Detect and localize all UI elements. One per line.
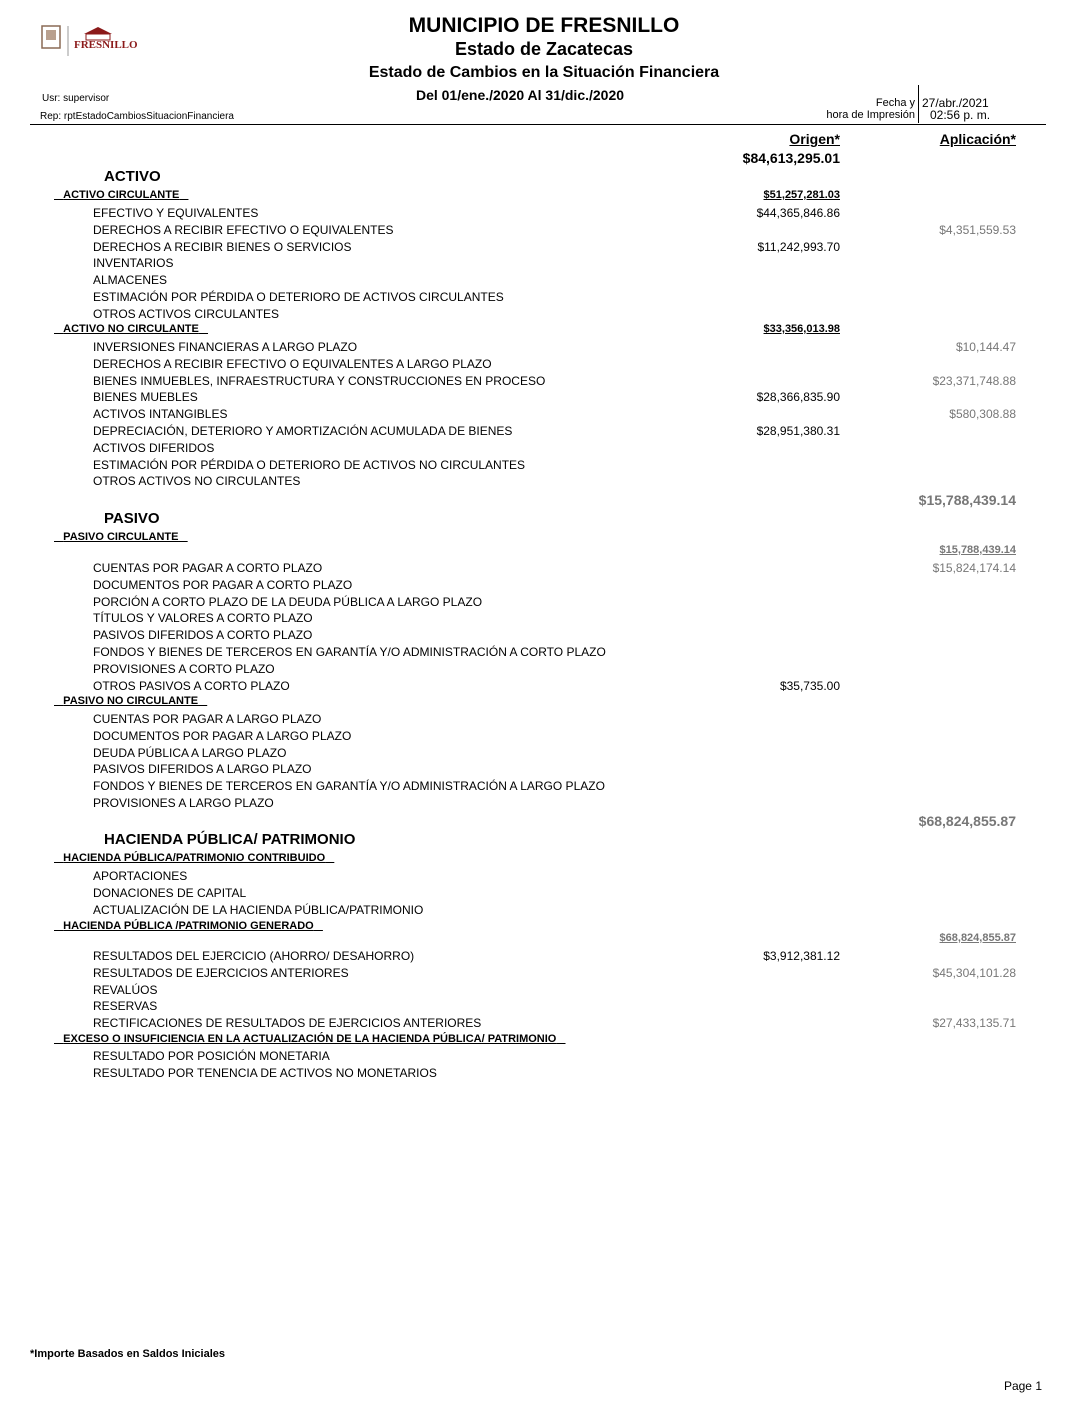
row-label: FONDOS Y BIENES DE TERCEROS EN GARANTÍA Y/O ADMINISTRACIÓN A LARGO PLAZO: [93, 779, 605, 794]
row-label: RECTIFICACIONES DE RESULTADOS DE EJERCICIOS ANTERIORES: [93, 1016, 482, 1031]
page-number: Page 1: [1003, 1379, 1042, 1393]
subsection-activo-circulante: ACTIVO CIRCULANTE: [63, 189, 180, 201]
row-label: ACTUALIZACIÓN DE LA HACIENDA PÚBLICA/PATRIMONIO: [93, 902, 424, 917]
row-label: DEUDA PÚBLICA A LARGO PLAZO: [93, 745, 287, 760]
page-title: MUNICIPIO DE FRESNILLO: [408, 14, 680, 37]
row-label: OTROS ACTIVOS NO CIRCULANTES: [93, 474, 301, 489]
header-divider: [918, 85, 919, 123]
row-label: ESTIMACIÓN POR PÉRDIDA O DETERIORO DE ACTIVOS CIRCULANTES: [93, 290, 504, 304]
row-label: DERECHOS A RECIBIR EFECTIVO O EQUIVALENTES A LARGO PLAZO: [93, 356, 492, 371]
row-aplicacion-amount: $580,308.88: [949, 407, 1016, 422]
row-label: ESTIMACIÓN POR PÉRDIDA O DETERIORO DE ACTIVOS NO CIRCULANTES: [93, 457, 526, 472]
row-label: RESULTADO POR TENENCIA DE ACTIVOS NO MONETARIOS: [93, 1065, 437, 1080]
row-label: RESULTADOS DEL EJERCICIO (AHORRO/ DESAHORRO): [93, 949, 415, 963]
row-label: INVERSIONES FINANCIERAS A LARGO PLAZO: [93, 340, 358, 354]
column-aplicacion: Aplicación*: [939, 131, 1016, 147]
row-aplicacion-amount: $4,351,559.53: [939, 222, 1016, 237]
row-label: EFECTIVO Y EQUIVALENTES: [93, 206, 259, 220]
row-label: DOCUMENTOS POR PAGAR A CORTO PLAZO: [93, 577, 353, 592]
report-title: Estado de Cambios en la Situación Financiera: [368, 64, 720, 81]
row-label: CUENTAS POR PAGAR A LARGO PLAZO: [93, 712, 322, 726]
pasivo-total-aplicacion: $15,788,439.14: [918, 492, 1016, 508]
report-id: Rep: rptEstadoCambiosSituacionFinanciera: [40, 111, 234, 122]
section-pasivo: PASIVO: [104, 510, 160, 527]
row-label: DOCUMENTOS POR PAGAR A LARGO PLAZO: [93, 728, 352, 743]
row-label: DONACIONES DE CAPITAL: [93, 885, 247, 900]
row-label: DEPRECIACIÓN, DETERIORO Y AMORTIZACIÓN ACUMULADA DE BIENES: [93, 424, 513, 438]
row-label: DERECHOS A RECIBIR EFECTIVO O EQUIVALENTES: [93, 222, 394, 237]
footer-note: *Importe Basados en Saldos Iniciales: [30, 1348, 226, 1360]
hacienda-generado-total: $68,824,855.87: [939, 932, 1016, 944]
row-label: BIENES MUEBLES: [93, 390, 198, 405]
row-label: TÍTULOS Y VALORES A CORTO PLAZO: [93, 611, 313, 626]
row-label: CUENTAS POR PAGAR A CORTO PLAZO: [93, 561, 323, 575]
user-label: Usr: supervisor: [42, 93, 110, 104]
row-label: BIENES INMUEBLES, INFRAESTRUCTURA Y CONSTRUCCIONES EN PROCESO: [93, 373, 546, 388]
activo-total-origen: $84,613,295.01: [742, 150, 840, 166]
row-label: PORCIÓN A CORTO PLAZO DE LA DEUDA PÚBLICA A LARGO PLAZO: [93, 594, 483, 609]
row-aplicacion-amount: $23,371,748.88: [932, 373, 1016, 388]
row-label: REVALÚOS: [93, 982, 158, 997]
row-label: ALMACENES: [93, 273, 168, 288]
row-label: DERECHOS A RECIBIR BIENES O SERVICIOS: [93, 239, 352, 254]
hacienda-total-aplicacion: $68,824,855.87: [918, 813, 1016, 829]
row-label: OTROS PASIVOS A CORTO PLAZO: [93, 678, 290, 693]
hora-value: 02:56 p. m.: [930, 108, 991, 122]
row-origen-amount: $35,735.00: [779, 678, 840, 693]
row-label: RESULTADOS DE EJERCICIOS ANTERIORES: [93, 965, 349, 980]
row-label: RESULTADO POR POSICIÓN MONETARIA: [93, 1049, 330, 1063]
subsection-hacienda-generado: HACIENDA PÚBLICA /PATRIMONIO GENERADO: [63, 920, 314, 932]
row-origen-amount: $28,951,380.31: [756, 424, 840, 438]
logo-text: FRESNILLO: [74, 39, 138, 51]
row-origen-amount: $11,242,993.70: [757, 239, 840, 254]
state-title: Estado de Zacatecas: [454, 39, 634, 59]
pasivo-circulante-total: $15,788,439.14: [939, 544, 1016, 556]
row-label: PROVISIONES A CORTO PLAZO: [93, 661, 275, 676]
row-aplicacion-amount: $15,824,174.14: [932, 561, 1016, 575]
row-origen-amount: $28,366,835.90: [756, 390, 840, 405]
section-activo: ACTIVO: [104, 168, 161, 185]
fecha-value: 27/abr./2021: [922, 96, 989, 110]
row-label: OTROS ACTIVOS CIRCULANTES: [93, 306, 280, 321]
column-origen: Origen*: [789, 131, 840, 147]
row-label: PASIVOS DIFERIDOS A LARGO PLAZO: [93, 762, 312, 777]
row-label: FONDOS Y BIENES DE TERCEROS EN GARANTÍA Y/O ADMINISTRACIÓN A CORTO PLAZO: [93, 645, 606, 659]
section-hacienda: HACIENDA PÚBLICA/ PATRIMONIO: [104, 831, 356, 848]
row-label: APORTACIONES: [93, 869, 188, 883]
subsection-pasivo-circulante: PASIVO CIRCULANTE: [63, 531, 179, 543]
subsection-hacienda-contribuido: HACIENDA PÚBLICA/PATRIMONIO CONTRIBUIDO: [63, 852, 326, 864]
row-label: ACTIVOS DIFERIDOS: [93, 440, 215, 455]
row-label: PROVISIONES A LARGO PLAZO: [93, 796, 274, 810]
row-label: ACTIVOS INTANGIBLES: [93, 407, 228, 422]
row-aplicacion-amount: $10,144.47: [955, 340, 1016, 354]
subsection-pasivo-no-circulante: PASIVO NO CIRCULANTE: [63, 695, 199, 707]
subsection-activo-no-circulante: ACTIVO NO CIRCULANTE: [63, 323, 199, 335]
header-rule: [30, 124, 1046, 125]
hora-label: hora de Impresión: [826, 109, 915, 121]
subsection-hacienda-exceso: EXCESO O INSUFICIENCIA EN LA ACTUALIZACIÓN DE LA HACIENDA PÚBLICA/ PATRIMONIO: [63, 1033, 557, 1045]
row-label: INVENTARIOS: [93, 256, 174, 271]
fecha-label: Fecha y: [875, 97, 915, 109]
row-origen-amount: $44,365,846.86: [756, 206, 840, 220]
report-period: Del 01/ene./2020 Al 31/dic./2020: [415, 87, 625, 103]
row-label: PASIVOS DIFERIDOS A CORTO PLAZO: [93, 628, 313, 643]
activo-no-circulante-total: $33,356,013.98: [763, 323, 840, 335]
row-label: RESERVAS: [93, 999, 158, 1014]
row-origen-amount: $3,912,381.12: [763, 949, 840, 963]
row-aplicacion-amount: $45,304,101.28: [932, 965, 1016, 980]
activo-circulante-total: $51,257,281.03: [763, 189, 840, 201]
row-aplicacion-amount: $27,433,135.71: [932, 1016, 1016, 1031]
